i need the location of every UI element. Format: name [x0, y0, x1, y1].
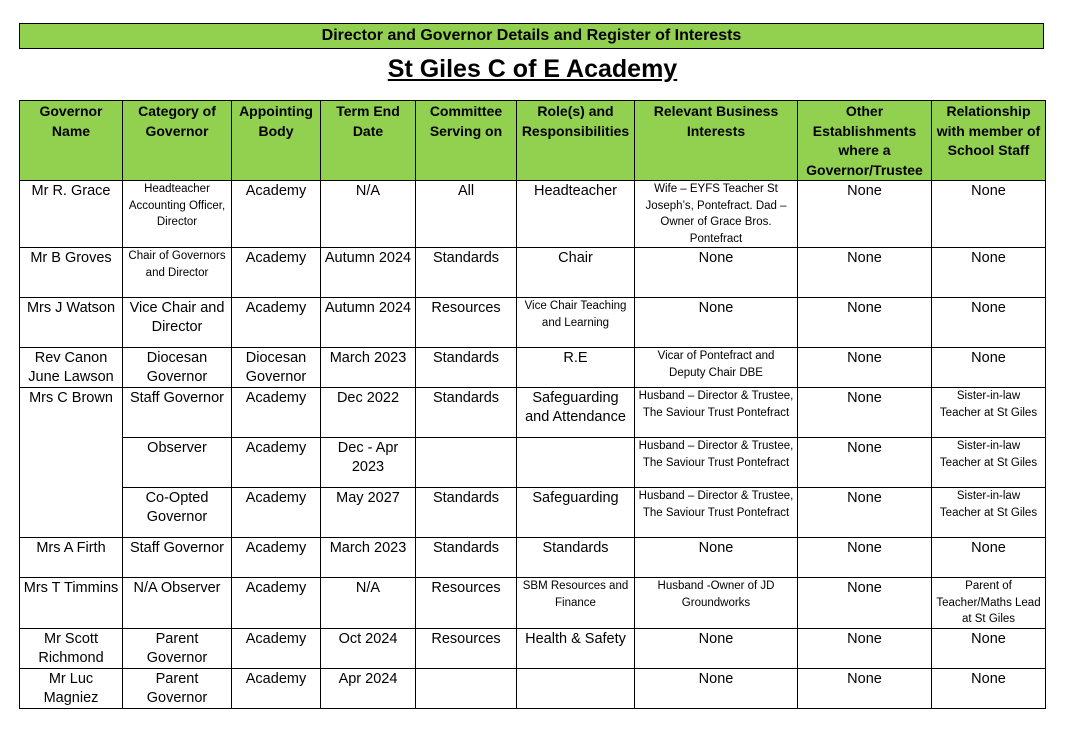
role: Chair — [517, 248, 635, 298]
governor-category: Staff Governor — [123, 538, 232, 578]
governor-category: Vice Chair and Director — [123, 298, 232, 348]
staff-relationship: Sister-in-law Teacher at St Giles — [932, 438, 1046, 488]
committee — [416, 668, 517, 708]
appointing-body: Academy — [232, 538, 321, 578]
governor-category: Observer — [123, 438, 232, 488]
term-end-date: Dec 2022 — [321, 388, 416, 438]
term-end-date: Apr 2024 — [321, 668, 416, 708]
header-category: Category of Governor — [123, 101, 232, 181]
term-end-date: Dec - Apr 2023 — [321, 438, 416, 488]
term-end-date: N/A — [321, 578, 416, 629]
governor-category: Parent Governor — [123, 668, 232, 708]
business-interests: None — [635, 538, 798, 578]
governor-category: N/A Observer — [123, 578, 232, 629]
header-governor-name: Governor Name — [20, 101, 123, 181]
other-establishments: None — [798, 538, 932, 578]
role: Safeguarding and Attendance — [517, 388, 635, 438]
table-row — [20, 181, 1046, 248]
governor-name: Rev Canon June Lawson — [20, 348, 123, 388]
header-appointing-body: Appointing Body — [232, 101, 321, 181]
table-row — [20, 488, 1046, 538]
committee: Standards — [416, 538, 517, 578]
role — [517, 438, 635, 488]
governor-name: Mrs C Brown — [20, 388, 123, 538]
committee: Standards — [416, 488, 517, 538]
appointing-body: Academy — [232, 181, 321, 248]
header-other-establishments: Other Establishments where a Governor/Trustee — [798, 101, 932, 181]
business-interests: Husband – Director & Trustee, The Saviour Trust Pontefract — [635, 388, 798, 438]
header-committee: Committee Serving on — [416, 101, 517, 181]
appointing-body: Academy — [232, 628, 321, 668]
appointing-body: Diocesan Governor — [232, 348, 321, 388]
role: Vice Chair Teaching and Learning — [517, 298, 635, 348]
role: Standards — [517, 538, 635, 578]
staff-relationship: None — [932, 348, 1046, 388]
table-row — [20, 538, 1046, 578]
business-interests: Husband -Owner of JD Groundworks — [635, 578, 798, 629]
role: Health & Safety — [517, 628, 635, 668]
table-row — [20, 578, 1046, 629]
term-end-date: March 2023 — [321, 348, 416, 388]
header-term-end-date: Term End Date — [321, 101, 416, 181]
term-end-date: N/A — [321, 181, 416, 248]
other-establishments: None — [798, 488, 932, 538]
term-end-date: Autumn 2024 — [321, 248, 416, 298]
register-banner: Director and Governor Details and Register of Interests — [19, 23, 1044, 49]
table-row — [20, 668, 1046, 708]
governor-name: Mr Scott Richmond — [20, 628, 123, 668]
header-row — [20, 101, 1046, 181]
other-establishments: None — [798, 181, 932, 248]
business-interests: None — [635, 628, 798, 668]
governor-category: Staff Governor — [123, 388, 232, 438]
committee: Resources — [416, 578, 517, 629]
role: R.E — [517, 348, 635, 388]
governor-name: Mr Luc Magniez — [20, 668, 123, 708]
table-row — [20, 628, 1046, 668]
governor-category: Chair of Governors and Director — [123, 248, 232, 298]
table-row — [20, 388, 1046, 438]
appointing-body: Academy — [232, 488, 321, 538]
other-establishments: None — [798, 348, 932, 388]
header-roles: Role(s) and Responsibilities — [517, 101, 635, 181]
governor-register-table — [19, 100, 1046, 709]
staff-relationship: Sister-in-law Teacher at St Giles — [932, 488, 1046, 538]
business-interests: Husband – Director & Trustee, The Saviour Trust Pontefract — [635, 438, 798, 488]
appointing-body: Academy — [232, 248, 321, 298]
governor-category: Headteacher Accounting Officer, Director — [123, 181, 232, 248]
governor-category: Diocesan Governor — [123, 348, 232, 388]
governor-name: Mrs T Timmins — [20, 578, 123, 629]
staff-relationship: None — [932, 628, 1046, 668]
committee: Standards — [416, 388, 517, 438]
role: Headteacher — [517, 181, 635, 248]
other-establishments: None — [798, 668, 932, 708]
committee: Standards — [416, 348, 517, 388]
appointing-body: Academy — [232, 578, 321, 629]
staff-relationship: Sister-in-law Teacher at St Giles — [932, 388, 1046, 438]
committee: Resources — [416, 628, 517, 668]
committee: All — [416, 181, 517, 248]
role — [517, 668, 635, 708]
appointing-body: Academy — [232, 388, 321, 438]
appointing-body: Academy — [232, 438, 321, 488]
other-establishments: None — [798, 578, 932, 629]
governor-name: Mr R. Grace — [20, 181, 123, 248]
term-end-date: Oct 2024 — [321, 628, 416, 668]
page-title: St Giles C of E Academy — [387, 55, 678, 83]
committee — [416, 438, 517, 488]
appointing-body: Academy — [232, 668, 321, 708]
table-row — [20, 298, 1046, 348]
role: SBM Resources and Finance — [517, 578, 635, 629]
business-interests: None — [635, 298, 798, 348]
committee: Standards — [416, 248, 517, 298]
term-end-date: May 2027 — [321, 488, 416, 538]
business-interests: None — [635, 668, 798, 708]
governor-name: Mrs A Firth — [20, 538, 123, 578]
committee: Resources — [416, 298, 517, 348]
governor-name: Mr B Groves — [20, 248, 123, 298]
other-establishments: None — [798, 438, 932, 488]
governor-category: Co-Opted Governor — [123, 488, 232, 538]
staff-relationship: None — [932, 248, 1046, 298]
header-relationship: Relationship with member of School Staff — [932, 101, 1046, 181]
staff-relationship: Parent of Teacher/Maths Lead at St Giles — [932, 578, 1046, 629]
term-end-date: March 2023 — [321, 538, 416, 578]
staff-relationship: None — [932, 181, 1046, 248]
governor-category: Parent Governor — [123, 628, 232, 668]
staff-relationship: None — [932, 298, 1046, 348]
other-establishments: None — [798, 298, 932, 348]
header-business-interests: Relevant Business Interests — [635, 101, 798, 181]
other-establishments: None — [798, 248, 932, 298]
appointing-body: Academy — [232, 298, 321, 348]
governor-name: Mrs J Watson — [20, 298, 123, 348]
table-row — [20, 248, 1046, 298]
business-interests: None — [635, 248, 798, 298]
other-establishments: None — [798, 628, 932, 668]
role: Safeguarding — [517, 488, 635, 538]
table-row — [20, 438, 1046, 488]
term-end-date: Autumn 2024 — [321, 298, 416, 348]
staff-relationship: None — [932, 538, 1046, 578]
business-interests: Husband – Director & Trustee, The Saviour Trust Pontefract — [635, 488, 798, 538]
business-interests: Vicar of Pontefract and Deputy Chair DBE — [635, 348, 798, 388]
table-row — [20, 348, 1046, 388]
other-establishments: None — [798, 388, 932, 438]
business-interests: Wife – EYFS Teacher St Joseph’s, Pontefract. Dad – Owner of Grace Bros. Pontefract — [635, 181, 798, 248]
staff-relationship: None — [932, 668, 1046, 708]
